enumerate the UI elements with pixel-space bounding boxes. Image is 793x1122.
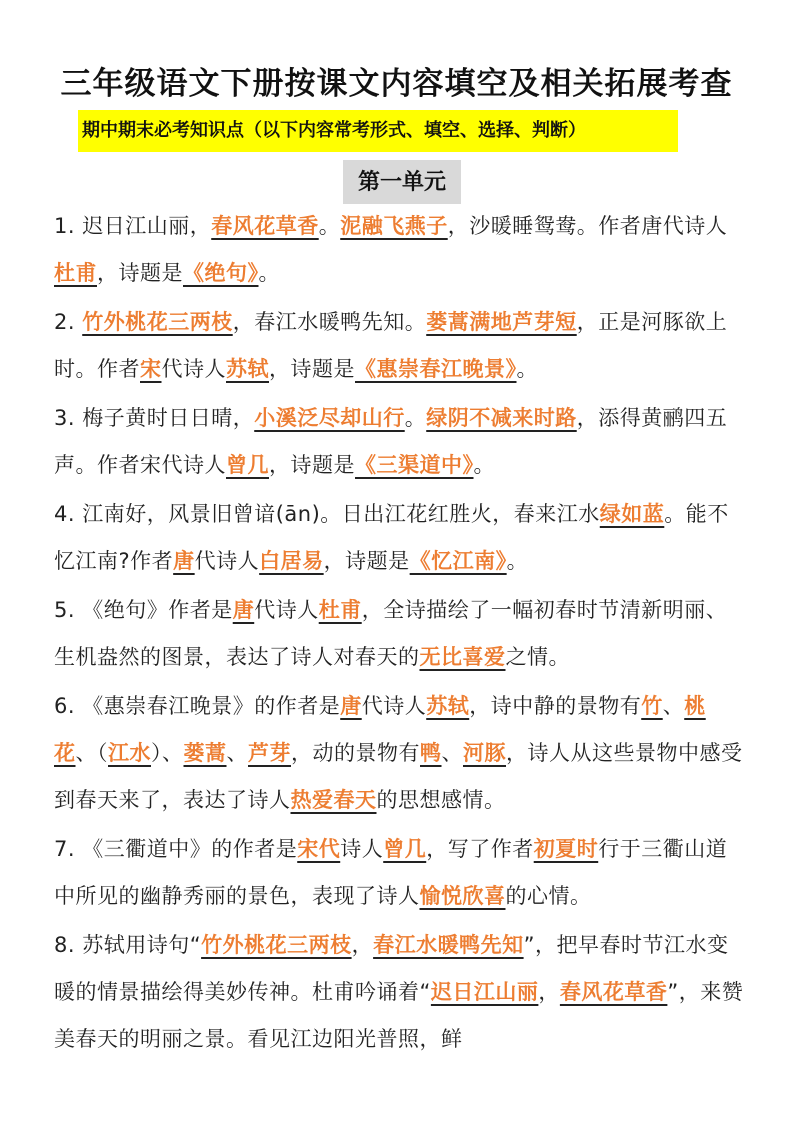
answer-blank: 初夏时 (533, 837, 599, 861)
answer-blank: 芦芽 (248, 741, 291, 765)
answer-blank: 竹外桃花三两枝 (201, 933, 352, 957)
answer-blank: 愉悦欣喜 (419, 884, 506, 908)
question-text: 。 (318, 214, 341, 238)
question-text: 的心情。 (505, 884, 592, 908)
subtitle-banner: 期中期末必考知识点（以下内容常考形式、填空、选择、判断） (78, 110, 678, 152)
question-item (54, 683, 744, 824)
answer-blank: 绿如蓝 (599, 502, 665, 526)
answer-blank: 《忆江南》 (409, 549, 507, 573)
answer-blank: 竹 (641, 694, 663, 718)
question-text: ，沙暖睡鸳鸯。作者唐代诗人 (447, 214, 728, 238)
question-text: 8. 苏轼用诗句“ (54, 933, 202, 957)
answer-blank: 唐 (232, 598, 255, 622)
question-text: ，全诗描绘了一幅初春时节清新明丽、生机盎然的图景，表达了诗人对春天的 (54, 598, 728, 669)
question-text: 7. 《三衢道中》的作者是 (54, 837, 298, 861)
answer-blank: 宋代 (297, 837, 341, 861)
question-text: ，诗中静的景物有 (469, 694, 642, 718)
question-text: 代诗人 (361, 694, 427, 718)
question-text: 。 (258, 261, 280, 285)
answer-blank: 泥融飞燕子 (340, 214, 448, 238)
answer-blank: 《惠崇春江晚景》 (355, 357, 517, 381)
question-item (54, 299, 744, 393)
answer-blank: 唐 (173, 549, 195, 573)
answer-blank: 春风花草香 (559, 980, 668, 1004)
question-text: 1. 迟日江山丽， (54, 214, 212, 238)
question-item (54, 395, 744, 489)
question-text: ，诗题是 (97, 261, 183, 285)
question-text: ，诗题是 (323, 549, 410, 573)
question-text: 行于三衢山道中所见的幽静秀丽的景色，表现了诗人 (54, 837, 728, 908)
question-text: 、（ (75, 741, 108, 765)
question-text: 4. 江南好，风景旧曾谙(ān)。日出江花红胜火，春来江水 (54, 502, 600, 526)
answer-blank: 《三渠道中》 (355, 453, 474, 477)
answer-blank: 蒌蒿满地芦芽短 (426, 310, 577, 334)
question-text: ， (351, 933, 374, 957)
question-text: 5. 《绝句》作者是 (54, 598, 233, 622)
question-item (54, 922, 744, 1063)
question-text: 。 (516, 357, 538, 381)
question-list (54, 203, 744, 1065)
question-text: ）、 (151, 741, 184, 765)
question-text: ，写了作者 (426, 837, 534, 861)
question-text: 、 (662, 694, 685, 718)
question-text: 诗人 (340, 837, 384, 861)
question-text: ，添得黄鹂四五声。作者宋代诗人 (54, 406, 728, 477)
answer-blank: 无比喜爱 (419, 645, 506, 669)
question-text: ”，把早春时节江水变暖的情景描绘得美妙传神。杜甫吟诵着“ (54, 933, 729, 1004)
question-text: ，春江水暖鸭先知。 (232, 310, 427, 334)
answer-blank: 曾几 (226, 453, 269, 477)
answer-blank: 宋 (140, 357, 162, 381)
answer-blank: 杜甫 (318, 598, 362, 622)
question-text: 代诗人 (254, 598, 319, 622)
page-title: 三年级语文下册按课文内容填空及相关拓展考查 (60, 66, 733, 102)
answer-blank: 苏轼 (426, 694, 470, 718)
question-text: 代诗人 (161, 357, 226, 381)
question-text: 、 (441, 741, 463, 765)
question-text: ，诗题是 (269, 453, 355, 477)
question-text: ，动的景物有 (291, 741, 420, 765)
answer-blank: 热爱春天 (290, 788, 377, 812)
question-text: 。能不忆江南?作者 (54, 502, 729, 573)
question-text: 的思想感情。 (376, 788, 506, 812)
question-text: ”，来赞美春天的明丽之景。看见江边阳光普照，鲜 (54, 980, 744, 1051)
question-text: ，诗题是 (269, 357, 355, 381)
answer-blank: 江水 (108, 741, 151, 765)
question-item (54, 203, 744, 297)
answer-blank: 杜甫 (54, 261, 97, 285)
answer-blank: 蒌蒿 (183, 741, 227, 765)
answer-blank: 绿阴不减来时路 (426, 406, 577, 430)
answer-blank: 竹外桃花三两枝 (82, 310, 233, 334)
question-text: 代诗人 (194, 549, 260, 573)
question-item (54, 587, 744, 681)
answer-blank: 春风花草香 (211, 214, 319, 238)
question-text: 。 (473, 453, 495, 477)
question-text: 6. 《惠崇春江晚景》的作者是 (54, 694, 341, 718)
question-text: ，诗人从这些景物中感受到春天来了，表达了诗人 (54, 741, 743, 812)
question-text: ， (538, 980, 560, 1004)
question-item (54, 826, 744, 920)
question-text: ，正是河豚欲上时。作者 (54, 310, 728, 381)
answer-blank: 唐 (340, 694, 362, 718)
unit-heading: 第一单元 (343, 160, 461, 204)
answer-blank: 春江水暖鸭先知 (373, 933, 524, 957)
answer-blank: 鸭 (420, 741, 442, 765)
question-text: 2. (54, 310, 83, 334)
answer-blank: 苏轼 (226, 357, 269, 381)
question-item (54, 491, 744, 585)
answer-blank: 迟日江山丽 (430, 980, 539, 1004)
question-text: 。 (506, 549, 529, 573)
question-text: 3. 梅子黄时日日晴， (54, 406, 255, 430)
question-text: 、 (226, 741, 248, 765)
question-text: 之情。 (505, 645, 570, 669)
answer-blank: 小溪泛尽却山行 (254, 406, 405, 430)
answer-blank: 桃花 (54, 694, 706, 765)
question-text: 。 (404, 406, 427, 430)
answer-blank: 曾几 (383, 837, 427, 861)
answer-blank: 《绝句》 (183, 261, 259, 285)
answer-blank: 河豚 (463, 741, 506, 765)
answer-blank: 白居易 (259, 549, 324, 573)
